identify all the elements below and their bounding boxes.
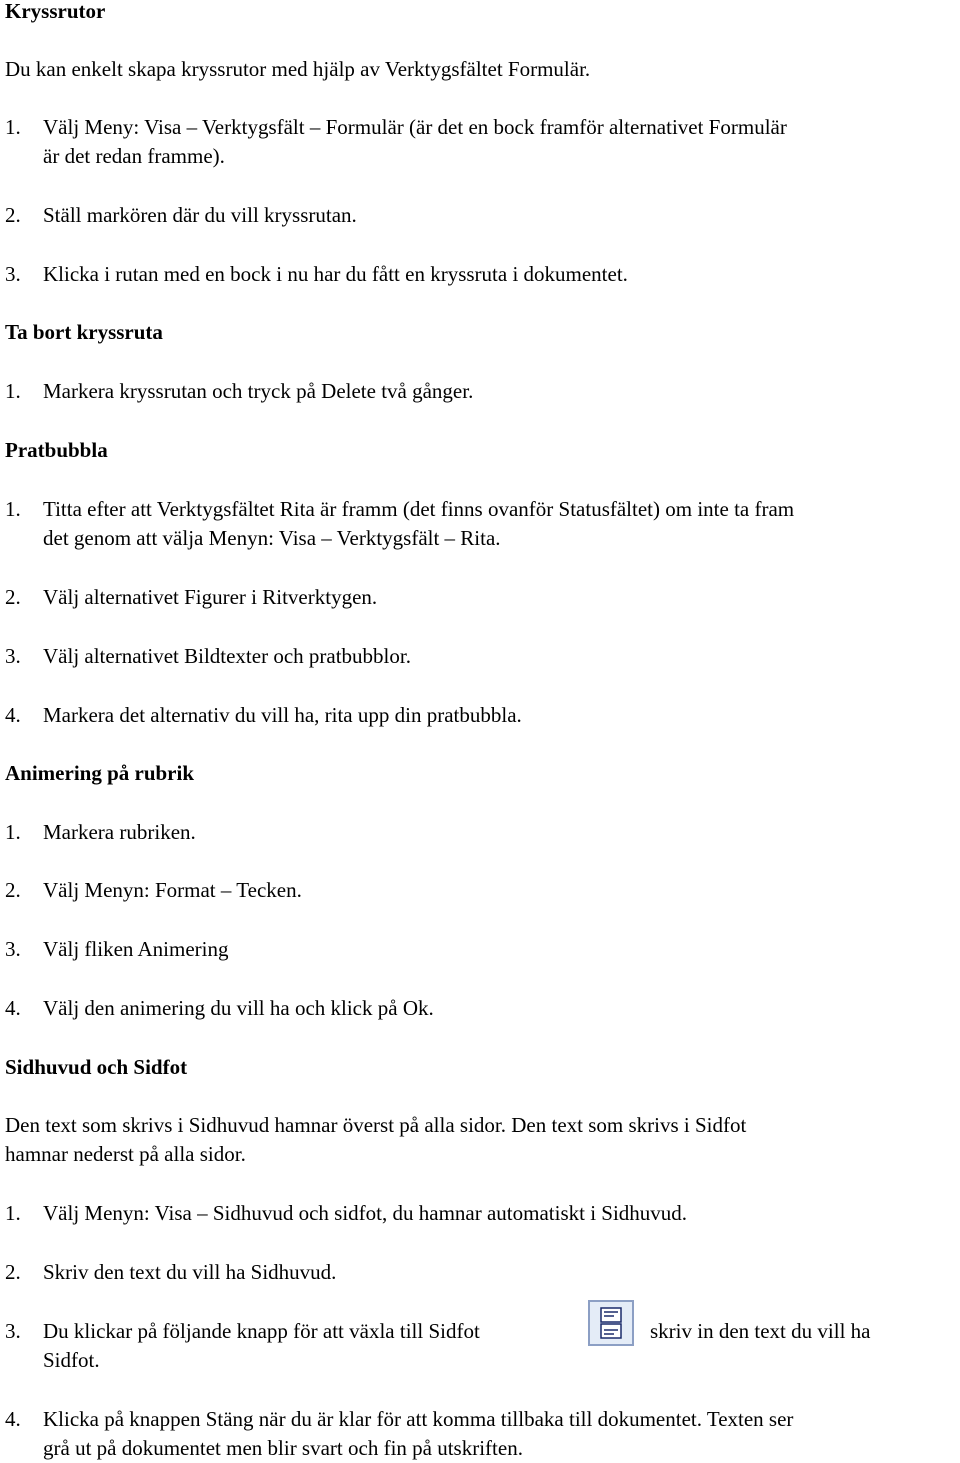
list-number: 1. xyxy=(5,1201,21,1225)
kryssrutor-intro: Du kan enkelt skapa kryssrutor med hjälp av Verktygsfältet Formulär. xyxy=(5,57,591,81)
list-text: Välj den animering du vill ha och klick på Ok. xyxy=(43,996,434,1020)
heading-sidhuvud-och-sidfot: Sidhuvud och Sidfot xyxy=(5,1055,188,1079)
list-text: Välj fliken Animering xyxy=(43,937,229,961)
sidhuvud-intro-line1: Den text som skrivs i Sidhuvud hamnar överst på alla sidor. Den text som skrivs i Sidfot xyxy=(5,1113,747,1137)
list-text: Välj Menyn: Visa – Sidhuvud och sidfot, du hamnar automatiskt i Sidhuvud. xyxy=(43,1201,688,1225)
heading-kryssrutor: Kryssrutor xyxy=(5,0,106,23)
list-text: Klicka på knappen Stäng när du är klar för att komma tillbaka till dokumentet. Texten ser xyxy=(43,1407,794,1431)
list-text: Välj Meny: Visa – Verktygsfält – Formulär (är det en bock framför alternativet Formulär xyxy=(43,115,787,139)
heading-ta-bort-kryssruta: Ta bort kryssruta xyxy=(5,320,163,344)
list-text: Välj alternativet Figurer i Ritverktygen. xyxy=(43,585,378,609)
list-text: Du klickar på följande knapp för att växla till Sidfot xyxy=(43,1319,480,1343)
list-number: 4. xyxy=(5,1407,21,1431)
list-text: Skriv den text du vill ha Sidhuvud. xyxy=(43,1260,337,1284)
list-text: är det redan framme). xyxy=(43,144,225,168)
list-text: Sidfot. xyxy=(43,1348,100,1372)
list-text: grå ut på dokumentet men blir svart och fin på utskriften. xyxy=(43,1436,523,1460)
list-text: Markera rubriken. xyxy=(43,820,196,844)
switch-header-footer-icon xyxy=(588,1300,634,1346)
list-text: Markera det alternativ du vill ha, rita upp din pratbubbla. xyxy=(43,703,522,727)
list-number: 1. xyxy=(5,497,21,521)
list-text: Titta efter att Verktygsfältet Rita är framm (det finns ovanför Statusfältet) om inte ta fram xyxy=(43,497,795,521)
list-text: Välj alternativet Bildtexter och pratbubblor. xyxy=(43,644,411,668)
list-number: 4. xyxy=(5,996,21,1020)
list-number: 1. xyxy=(5,379,21,403)
sidhuvud-intro-line2: hamnar nederst på alla sidor. xyxy=(5,1142,246,1166)
list-number: 3. xyxy=(5,644,21,668)
list-number: 3. xyxy=(5,937,21,961)
list-number: 1. xyxy=(5,115,21,139)
list-text: Markera kryssrutan och tryck på Delete två gånger. xyxy=(43,379,474,403)
heading-pratbubbla: Pratbubbla xyxy=(5,438,108,462)
list-text-after-icon: skriv in den text du vill ha xyxy=(650,1319,871,1343)
list-number: 2. xyxy=(5,585,21,609)
list-text: Ställ markören där du vill kryssrutan. xyxy=(43,203,357,227)
list-number: 4. xyxy=(5,703,21,727)
list-number: 2. xyxy=(5,203,21,227)
list-text: det genom att välja Menyn: Visa – Verktygsfält – Rita. xyxy=(43,526,501,550)
list-text: Klicka i rutan med en bock i nu har du fått en kryssruta i dokumentet. xyxy=(43,262,628,286)
list-number: 2. xyxy=(5,878,21,902)
list-number: 2. xyxy=(5,1260,21,1284)
list-text: Välj Menyn: Format – Tecken. xyxy=(43,878,302,902)
heading-animering: Animering på rubrik xyxy=(5,761,195,785)
list-number: 3. xyxy=(5,262,21,286)
list-number: 1. xyxy=(5,820,21,844)
list-number: 3. xyxy=(5,1319,21,1343)
